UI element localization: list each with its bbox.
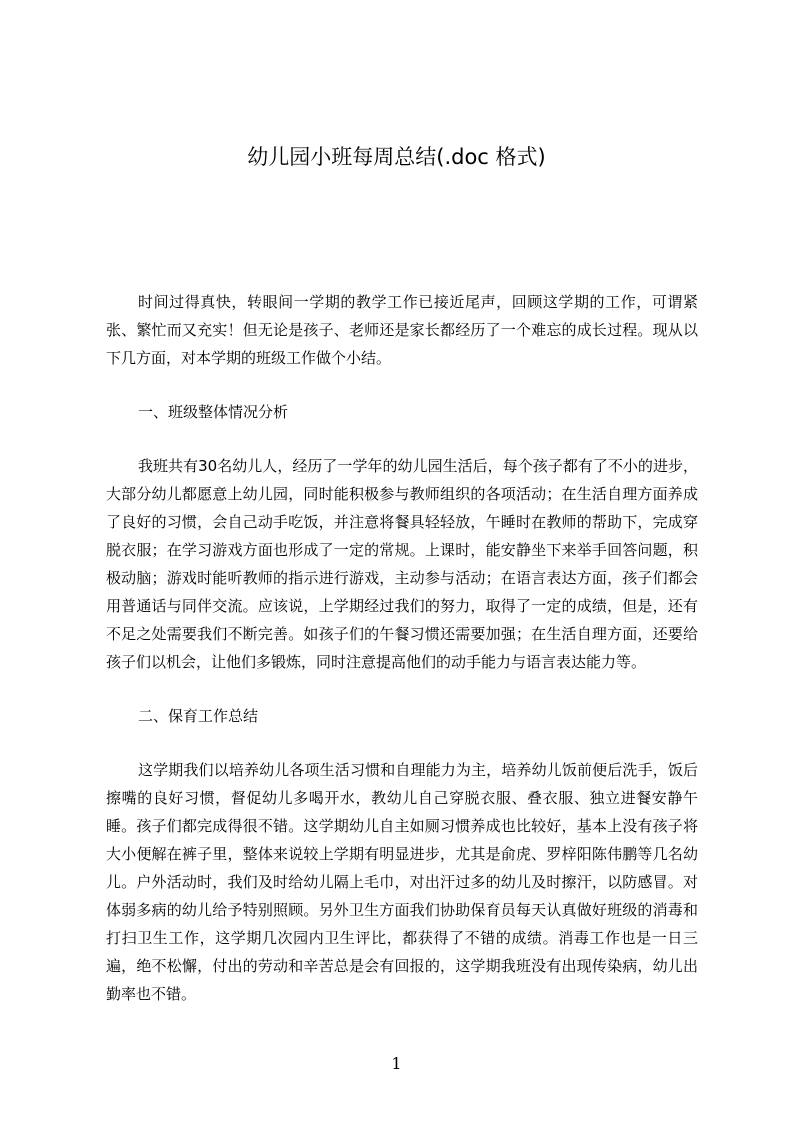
section-body-care-work: 这学期我们以培养幼儿各项生活习惯和自理能力为主，培养幼儿饭前便后洗手，饭后擦嘴的良好习惯，督促幼儿多喝开水，教幼儿自己穿脱衣服、叠衣服、独立进餐安静午睡。孩子们都完成得很不错。这学期幼儿自主如厕习惯养成也比较好，基本上没有孩子将大小便解在裤子里，整体来说较上学期有明显进步，尤其是俞虎、罗梓阳陈伟鹏等几名幼儿。户外活动时，我们及时给幼儿隔上毛巾，对出汗过多的幼儿及时擦汗，以防感冒。对体弱多病的幼儿给予特别照顾。另外卫生方面我们协助保育员每天认真做好班级的消毒和打扫卫生工作，这学期几次园内卫生评比，都获得了不错的成绩。消毒工作也是一日三遍，绝不松懈，付出的劳动和辛苦总是会有回报的，这学期我班没有出现传染病，幼儿出勤率也不错。 — [106, 761, 698, 1003]
section-heading-care-work: 二、保育工作总结 — [138, 707, 259, 725]
page-number: 1 — [391, 1054, 402, 1073]
section-heading-class-analysis: 一、班级整体情况分析 — [138, 403, 289, 421]
section-body-class-analysis: 我班共有30名幼儿人，经历了一学年的幼儿园生活后，每个孩子都有了不小的进步，大部分幼儿都愿意上幼儿园，同时能积极参与教师组织的各项活动；在生活自理方面养成了良好的习惯，会自己动手吃饭，并注意将餐具轻轻放，午睡时在教师的帮助下，完成穿脱衣服；在学习游戏方面也形成了一定的常规。上课时，能安静坐下来举手回答问题，积极动脑；游戏时能听教师的指示进行游戏，主动参与活动；在语言表达方面，孩子们都会用普通话与同伴交流。应该说，上学期经过我们的努力，取得了一定的成绩，但是，还有不足之处需要我们不断完善。如孩子们的午餐习惯还需要加强；在生活自理方面，还要给孩子们以机会，让他们多锻炼，同时注意提高他们的动手能力与语言表达能力等。 — [106, 457, 698, 671]
document-body — [106, 288, 698, 1008]
document-title: 幼儿园小班每周总结(.doc 格式) — [247, 145, 546, 169]
intro-paragraph: 时间过得真快，转眼间一学期的教学工作已接近尾声，回顾这学期的工作，可谓紧张、繁忙而又充实！但无论是孩子、老师还是家长都经历了一个难忘的成长过程。现从以下几方面，对本学期的班级工作做个小结。 — [106, 293, 698, 367]
